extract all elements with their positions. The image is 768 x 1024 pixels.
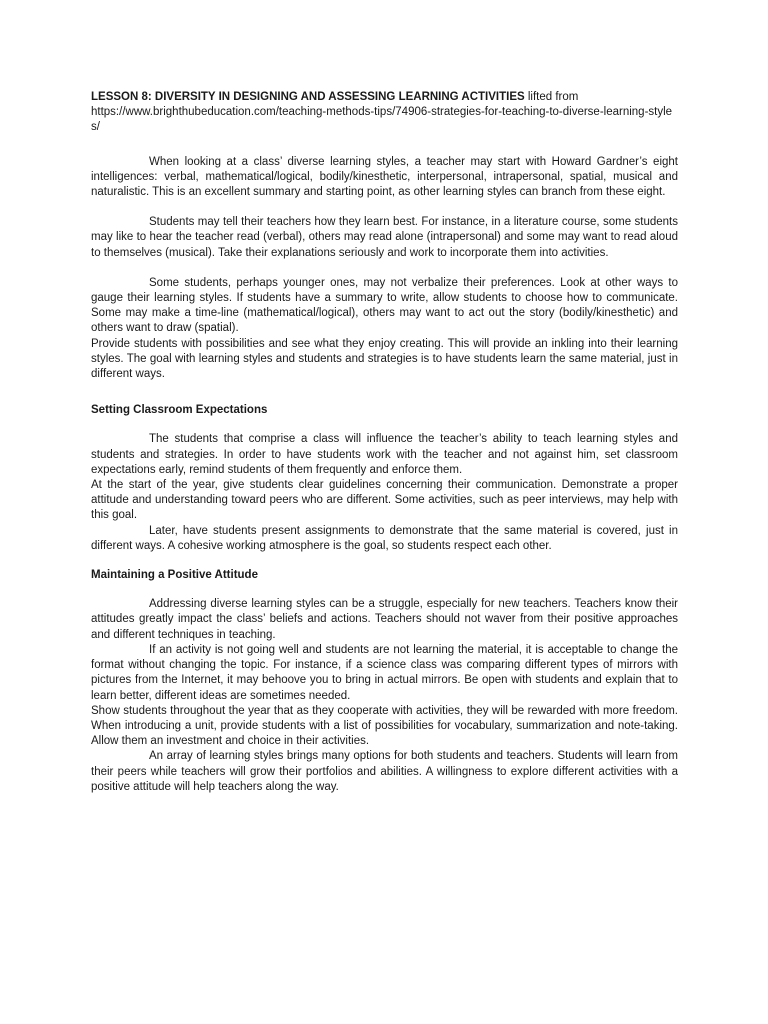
lesson-title: LESSON 8: DIVERSITY IN DESIGNING AND ASSESSING LEARNING ACTIVITIES xyxy=(91,91,525,103)
attitude-paragraph-2: If an activity is not going well and students are not learning the material, it is acceptable to change the format without changing the topic. For instance, if a science class was comparing different types of mirrors with pictures from the Internet, it may behoove you to bring in actual mirrors. Be open with students and explain that to learn better, different ideas are sometimes needed. xyxy=(91,643,678,702)
expectations-paragraph-1: The students that comprise a class will influence the teacher’s ability to teach learning styles and students and strategies. In order to have students work with the teacher and not against him, set classroom expectations early, remind students of them frequently and enforce them. xyxy=(91,433,678,476)
lifted-from-text: lifted from xyxy=(524,91,579,103)
intro-paragraph-4: Provide students with possibilities and see what they enjoy creating. This will provide an inkling into their learning styles. The goal with learning styles and students and strategies is to have students learn the same material, just in different ways. xyxy=(91,337,678,381)
section-heading-expectations: Setting Classroom Expectations xyxy=(91,404,268,417)
attitude-paragraph-4: An array of learning styles brings many options for both students and teachers. Students will learn from their peers while teachers will grow their portfolios and abilities. A willingness to explore different activities with a positive attitude will help teachers along the way. xyxy=(91,750,678,793)
attitude-paragraph-3: Show students throughout the year that as they cooperate with activities, they will be rewarded with more freedom. When introducing a unit, provide students with a list of possibilities for vocabulary, summarization and note-taking. Allow them an investment and choice in their activities. xyxy=(91,704,678,748)
intro-paragraph-1: When looking at a class’ diverse learning styles, a teacher may start with Howard Gardner’s eight intelligences: verbal, mathematical/logical, bodily/kinesthetic, interpersonal, intrapersonal, spatial, musical and naturalistic. This is an excellent summary and starting point, as other learning styles can branch from these eight. xyxy=(91,155,678,199)
intro-paragraph-3: Some students, perhaps younger ones, may not verbalize their preferences. Look at other ways to gauge their learning styles. If students have a summary to write, allow students to choose how to communicate. Some may make a time-line (mathematical/logical), others may want to act out the story (bodily/kinesthetic) and others want to draw (spatial). xyxy=(91,276,678,335)
attitude-paragraph-1: Addressing diverse learning styles can be a struggle, especially for new teachers. Teachers know their attitudes greatly impact the class’ beliefs and actions. Teachers should not waver from their positive approaches and different techniques in teaching. xyxy=(91,598,678,641)
expectations-paragraph-3: Later, have students present assignments to demonstrate that the same material is covered, just in different ways. A cohesive working atmosphere is the goal, so students respect each other. xyxy=(91,524,678,552)
source-url: https://www.brighthubeducation.com/teaching-methods-tips/74906-strategies-for-teaching-to-diverse-learning-styles/ xyxy=(91,106,673,134)
expectations-paragraph-2: At the start of the year, give students clear guidelines concerning their communication. Demonstrate a proper attitude and understanding toward peers who are different. Some activities, such as peer interviews, may help with this goal. xyxy=(91,479,678,522)
intro-paragraph-2: Students may tell their teachers how they learn best. For instance, in a literature course, some students may like to hear the teacher read (verbal), others may read alone (intrapersonal) and some may want to read aloud to themselves (musical). Take their explanations seriously and work to incorporate them into activities. xyxy=(91,216,678,259)
lesson-header xyxy=(91,90,678,136)
document-page xyxy=(91,90,678,795)
section-heading-attitude: Maintaining a Positive Attitude xyxy=(91,569,258,582)
